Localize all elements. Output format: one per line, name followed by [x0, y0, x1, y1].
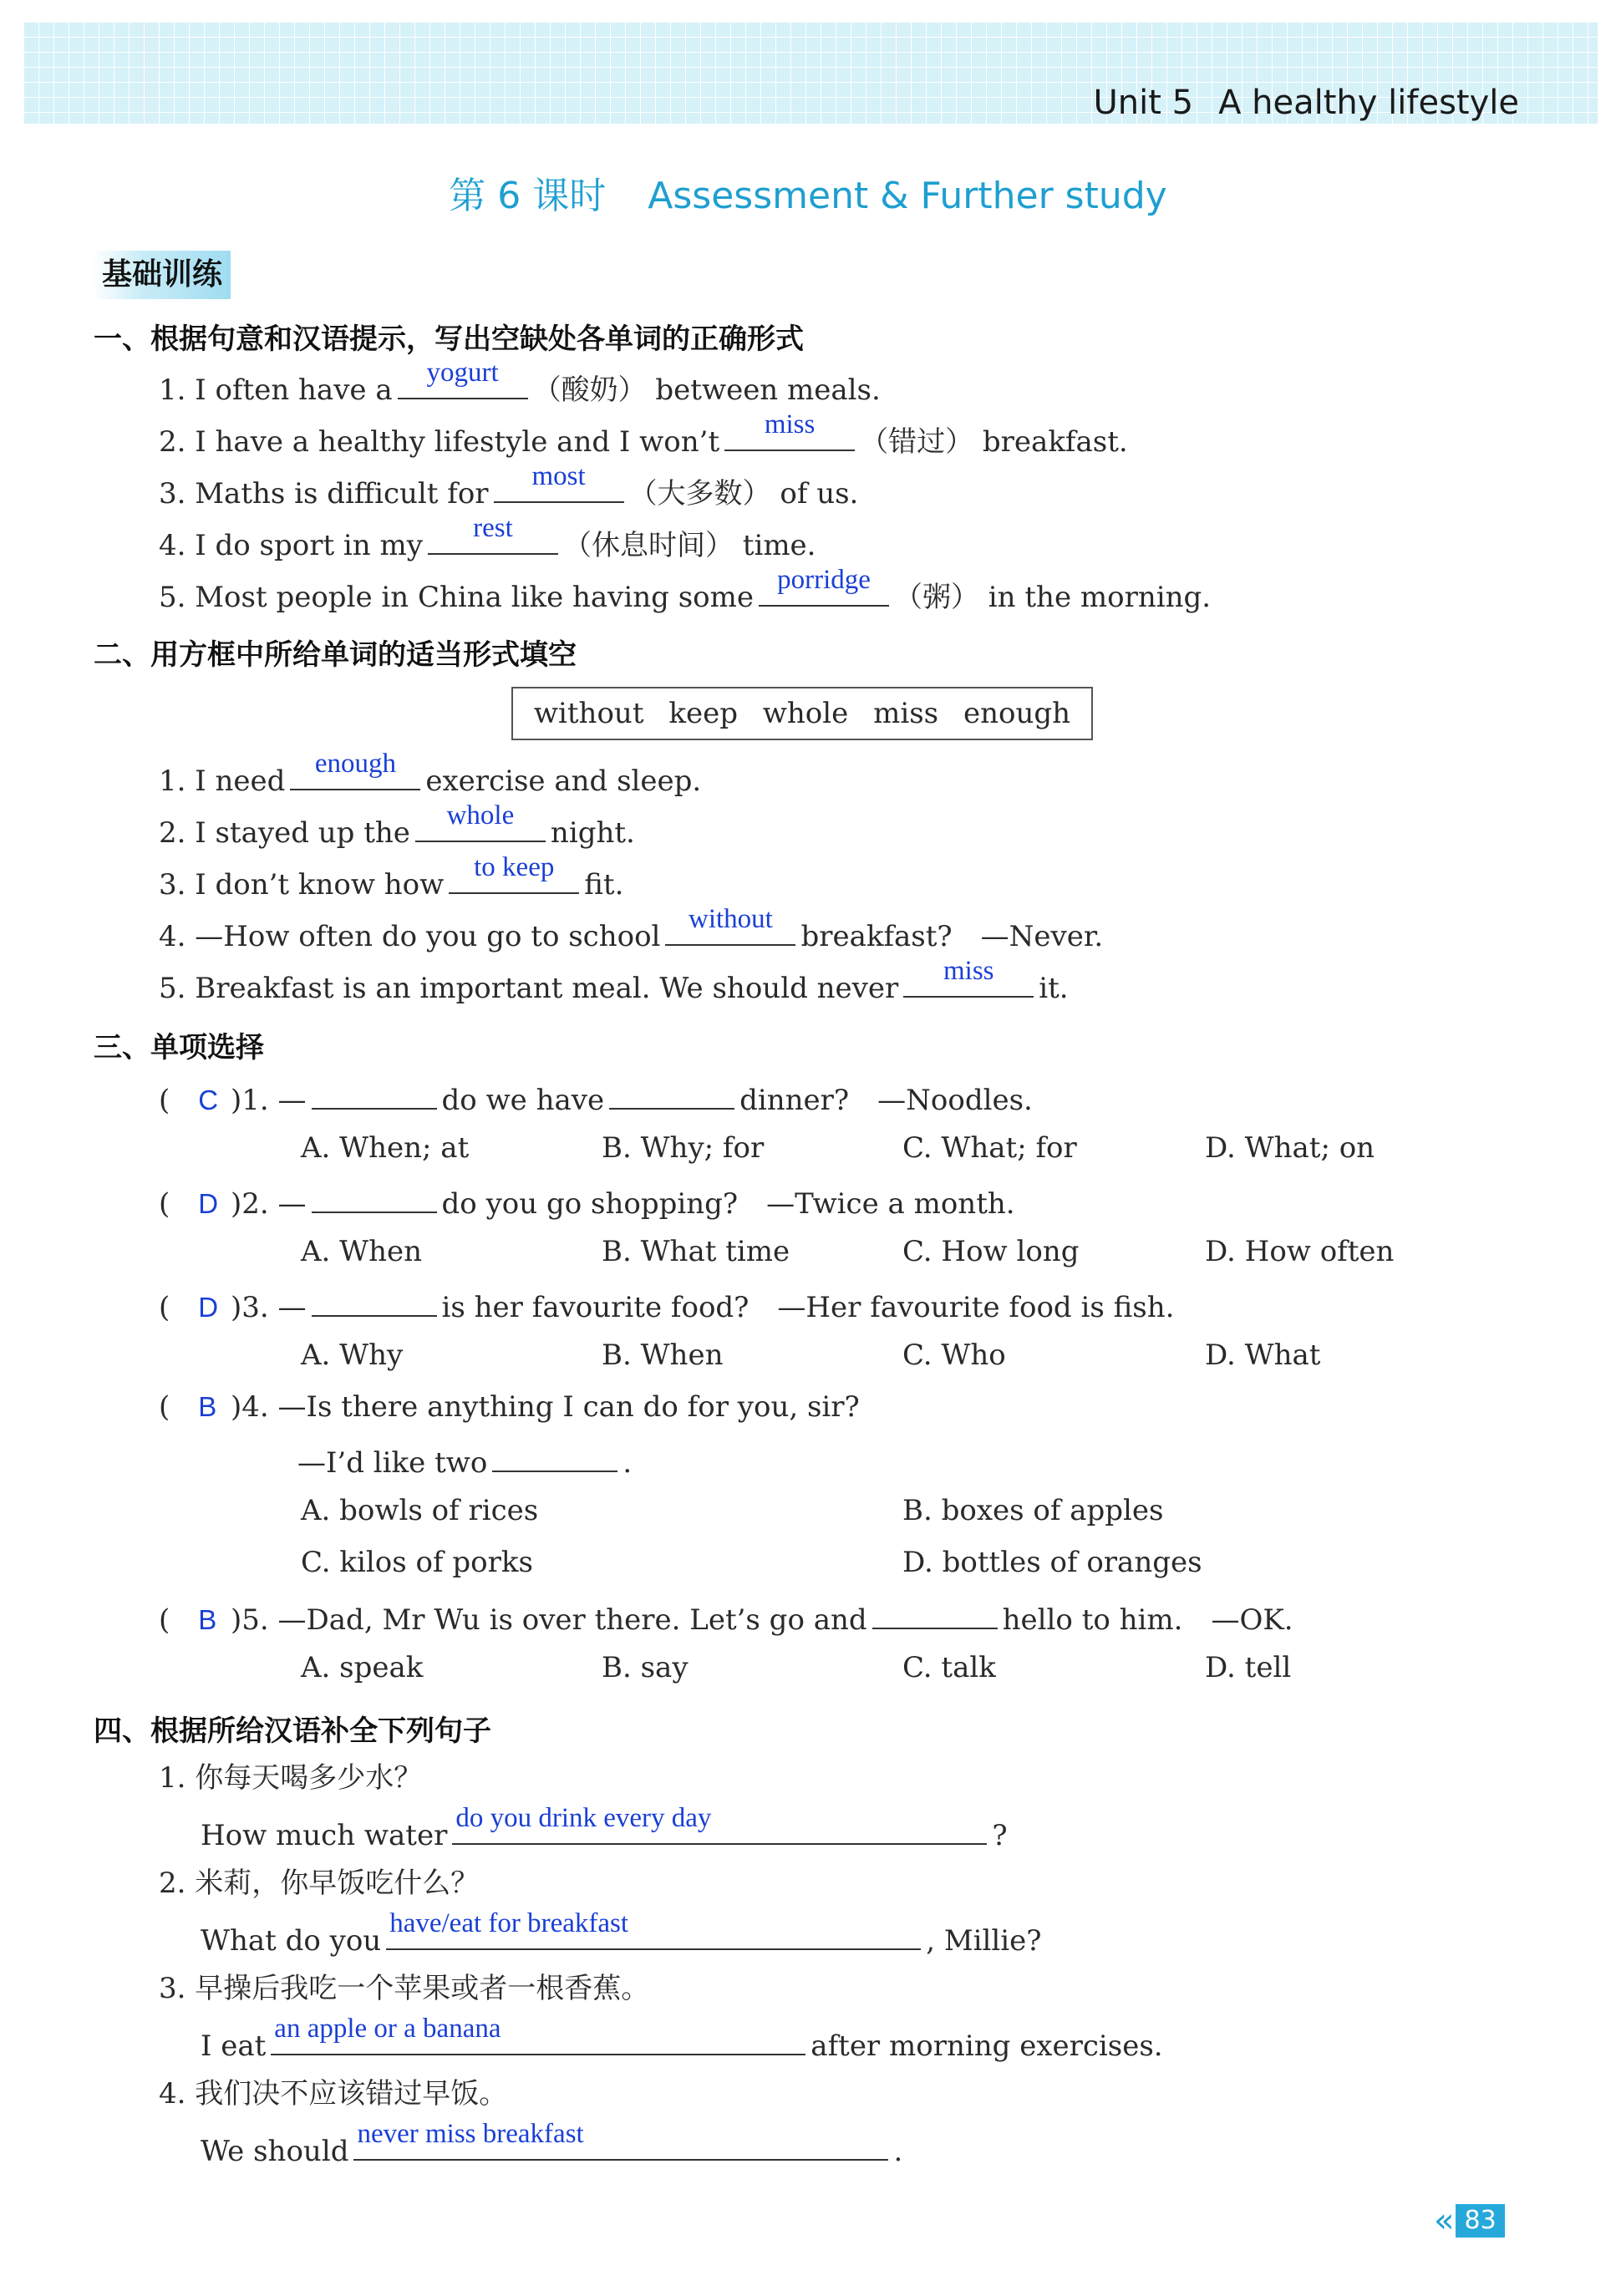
q4-option-d[interactable]: D. bottles of oranges [902, 1546, 1202, 1579]
q3-option-c[interactable]: C. Who [902, 1338, 1006, 1372]
q1-option-b[interactable]: B. Why; for [602, 1131, 765, 1165]
s1-item-3: 3. Maths is difficult for most （大多数） of us. [159, 461, 859, 511]
s1-item-1: 1. I often have a yogurt （酸奶） between meals. [159, 358, 881, 407]
q4-option-a[interactable]: A. bowls of rices [301, 1494, 539, 1527]
q4-option-b[interactable]: B. boxes of apples [902, 1494, 1164, 1527]
s3-question-4-line2: —I’d like two . [297, 1440, 632, 1481]
answer-blank[interactable]: miss [724, 419, 855, 451]
s3-question-5: ( B )5. —Dad, Mr Wu is over there. Let’s go and hello to him. —OK. [159, 1598, 1293, 1638]
answer-blank[interactable]: do you drink every day [452, 1813, 987, 1845]
word-box-item: miss [873, 697, 939, 730]
answer-blank[interactable]: without [665, 914, 795, 946]
question-blank [872, 1598, 998, 1629]
s3-question-3: ( D )3. — is her favourite food? —Her favourite food is fish. [159, 1285, 1174, 1326]
basic-training-tag: 基础训练 [94, 251, 231, 299]
section-2-title: 二、用方框中所给单词的适当形式填空 [94, 638, 577, 672]
answer-blank[interactable]: porridge [759, 575, 889, 607]
q3-option-b[interactable]: B. When [602, 1338, 724, 1372]
word-box-item: without [533, 697, 644, 730]
s4-item-3: I eat an apple or a banana after morning exercises. [201, 2014, 1163, 2063]
q5-option-b[interactable]: B. say [602, 1651, 689, 1684]
answer-paren[interactable]: ( C [159, 1084, 219, 1117]
answer-blank[interactable]: yogurt [398, 368, 528, 399]
page-number [1434, 2203, 1505, 2238]
lesson-en: Assessment & Further study [648, 175, 1167, 217]
q1-option-c[interactable]: C. What; for [902, 1131, 1077, 1165]
q5-option-a[interactable]: A. speak [301, 1651, 424, 1684]
answer-blank[interactable]: to keep [449, 862, 579, 894]
q4-option-c[interactable]: C. kilos of porks [301, 1546, 533, 1579]
question-blank [312, 1181, 437, 1213]
s3-question-2: ( D )2. — do you go shopping? —Twice a month. [159, 1181, 1015, 1222]
answer-blank[interactable]: have/eat for breakfast [386, 1918, 921, 1950]
s3-question-1: ( C )1. — do we have dinner? —Noodles. [159, 1078, 1033, 1119]
answer-blank[interactable]: whole [415, 810, 546, 842]
lesson-title [0, 165, 1616, 219]
q2-option-b[interactable]: B. What time [602, 1235, 790, 1268]
question-blank [312, 1078, 437, 1110]
s1-item-4: 4. I do sport in my rest （休息时间） time. [159, 513, 816, 562]
s2-item-1: 1. I need enough exercise and sleep. [159, 749, 702, 798]
question-blank [609, 1078, 734, 1110]
s1-item-2: 2. I have a healthy lifestyle and I won’t miss （错过） breakfast. [159, 409, 1128, 459]
section-4-title: 四、根据所给汉语补全下列句子 [94, 1714, 491, 1748]
page-number-label: 83 [1456, 2204, 1504, 2238]
q2-option-d[interactable]: D. How often [1205, 1235, 1395, 1268]
word-box-item: keep [668, 697, 738, 730]
answer-blank[interactable]: most [494, 471, 624, 503]
unit-title [1093, 84, 1519, 122]
s4-item-1: How much water do you drink every day ? [201, 1803, 1008, 1852]
answer-blank[interactable]: never miss breakfast [353, 2129, 888, 2161]
q5-option-c[interactable]: C. talk [902, 1651, 996, 1684]
s4-item-3-cn: 3. 早操后我吃一个苹果或者一根香蕉。 [159, 1972, 650, 2005]
q2-option-c[interactable]: C. How long [902, 1235, 1080, 1268]
s4-item-2: What do you have/eat for breakfast , Millie? [201, 1908, 1042, 1958]
question-blank [312, 1285, 437, 1317]
answer-paren[interactable]: ( D [159, 1187, 219, 1221]
section-1-title: 一、根据句意和汉语提示，写出空缺处各单词的正确形式 [94, 323, 804, 356]
answer-paren[interactable]: ( D [159, 1291, 219, 1324]
unit-number: Unit 5 [1093, 84, 1194, 122]
s4-item-2-cn: 2. 米莉，你早饭吃什么？ [159, 1867, 480, 1900]
q2-option-a[interactable]: A. When [301, 1235, 423, 1268]
word-box [511, 687, 1093, 740]
s2-item-3: 3. I don’t know how to keep fit. [159, 852, 624, 902]
answer-paren[interactable]: ( B [159, 1390, 217, 1424]
chevron-left-icon: « [1434, 2202, 1455, 2240]
unit-name: A healthy lifestyle [1218, 84, 1519, 122]
s2-item-2: 2. I stayed up the whole night. [159, 800, 635, 850]
s4-item-4: We should never miss breakfast . [201, 2119, 903, 2168]
q1-option-a[interactable]: A. When; at [301, 1131, 470, 1165]
q1-option-d[interactable]: D. What; on [1205, 1131, 1375, 1165]
s3-question-4: ( B )4. —Is there anything I can do for you, sir? [159, 1390, 860, 1424]
answer-blank[interactable]: enough [290, 759, 420, 790]
s4-item-4-cn: 4. 我们决不应该错过早饭。 [159, 2077, 508, 2111]
word-box-item: whole [762, 697, 849, 730]
word-box-item: enough [963, 697, 1071, 730]
section-3-title: 三、单项选择 [94, 1031, 264, 1064]
s2-item-4: 4. —How often do you go to school without breakfast? —Never. [159, 904, 1104, 953]
s1-item-5: 5. Most people in China like having some porridge （粥） in the morning. [159, 565, 1212, 614]
q3-option-d[interactable]: D. What [1205, 1338, 1321, 1372]
s2-item-5: 5. Breakfast is an important meal. We should never miss it. [159, 956, 1069, 1005]
answer-paren[interactable]: ( B [159, 1603, 217, 1637]
s4-item-1-cn: 1. 你每天喝多少水？ [159, 1761, 423, 1795]
lesson-cn: 第 6 课时 [449, 175, 607, 217]
question-blank [492, 1440, 617, 1472]
q3-option-a[interactable]: A. Why [301, 1338, 404, 1372]
answer-blank[interactable]: miss [903, 966, 1034, 998]
answer-blank[interactable]: an apple or a banana [271, 2024, 805, 2055]
q5-option-d[interactable]: D. tell [1205, 1651, 1292, 1684]
answer-blank[interactable]: rest [428, 523, 558, 555]
